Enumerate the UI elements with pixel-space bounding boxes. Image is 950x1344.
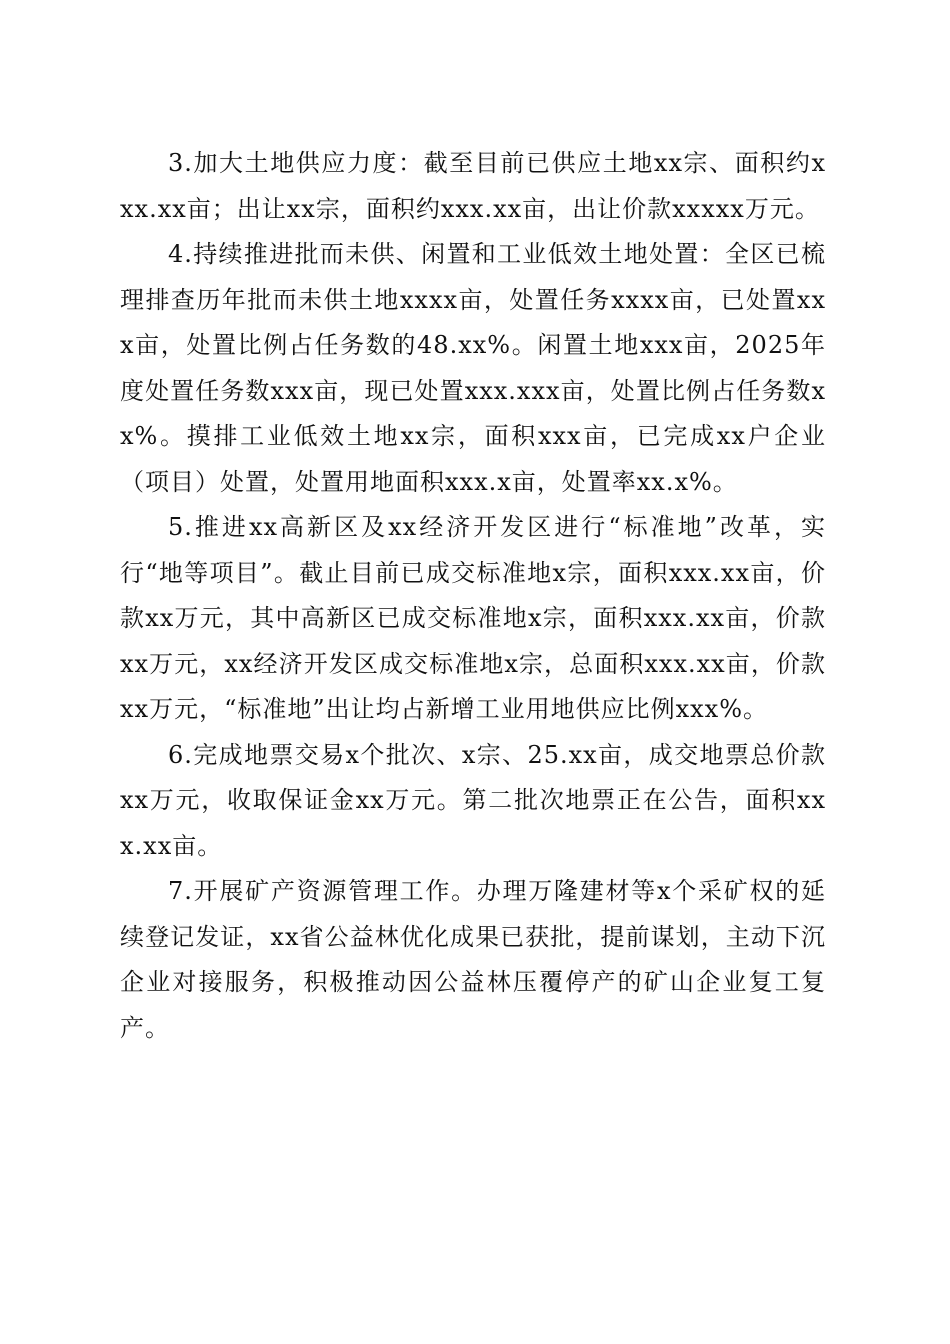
paragraph-standard-land-reform: 5.推进xx高新区及xx经济开发区进行“标准地”改革，实行“地等项目”。截止目前已成交标准地x宗，面积xxx.xx亩，价款xx万元，其中高新区已成交标准地x宗，面积xxx.xx亩，价款xx万元，xx经济开发区成交标准地x宗，总面积xxx.xx亩，价款xx万元，“标准地”出让均占新增工业用地供应比例xxx%。: [120, 513, 826, 723]
paragraph-land-ticket-trading: 6.完成地票交易x个批次、x宗、25.xx亩，成交地票总价款xx万元，收取保证金xx万元。第二批次地票正在公告，面积xxx.xx亩。: [120, 740, 826, 860]
paragraph-land-supply: 3.加大土地供应力度：截至目前已供应土地xx宗、面积约xxx.xx亩；出让xx宗，面积约xxx.xx亩，出让价款xxxxx万元。: [120, 149, 826, 223]
paragraph-idle-land-disposal: 4.持续推进批而未供、闲置和工业低效土地处置：全区已梳理排查历年批而未供土地xxxx亩，处置任务xxxx亩，已处置xxx亩，处置比例占任务数的48.xx%。闲置土地xxx亩，2025年度处置任务数xxx亩，现已处置xxx.xxx亩，处置比例占任务数xx%。摸排工业低效土地xx宗，面积xxx亩，已完成xx户企业（项目）处置，处置用地面积xxx.x亩，处置率xx.x%。: [120, 240, 826, 496]
paragraph-mineral-resources: 7.开展矿产资源管理工作。办理万隆建材等x个采矿权的延续登记发证，xx省公益林优化成果已获批，提前谋划，主动下沉企业对接服务，积极推动因公益林压覆停产的矿山企业复工复产。: [120, 877, 826, 1042]
document-body: [120, 141, 826, 1051]
